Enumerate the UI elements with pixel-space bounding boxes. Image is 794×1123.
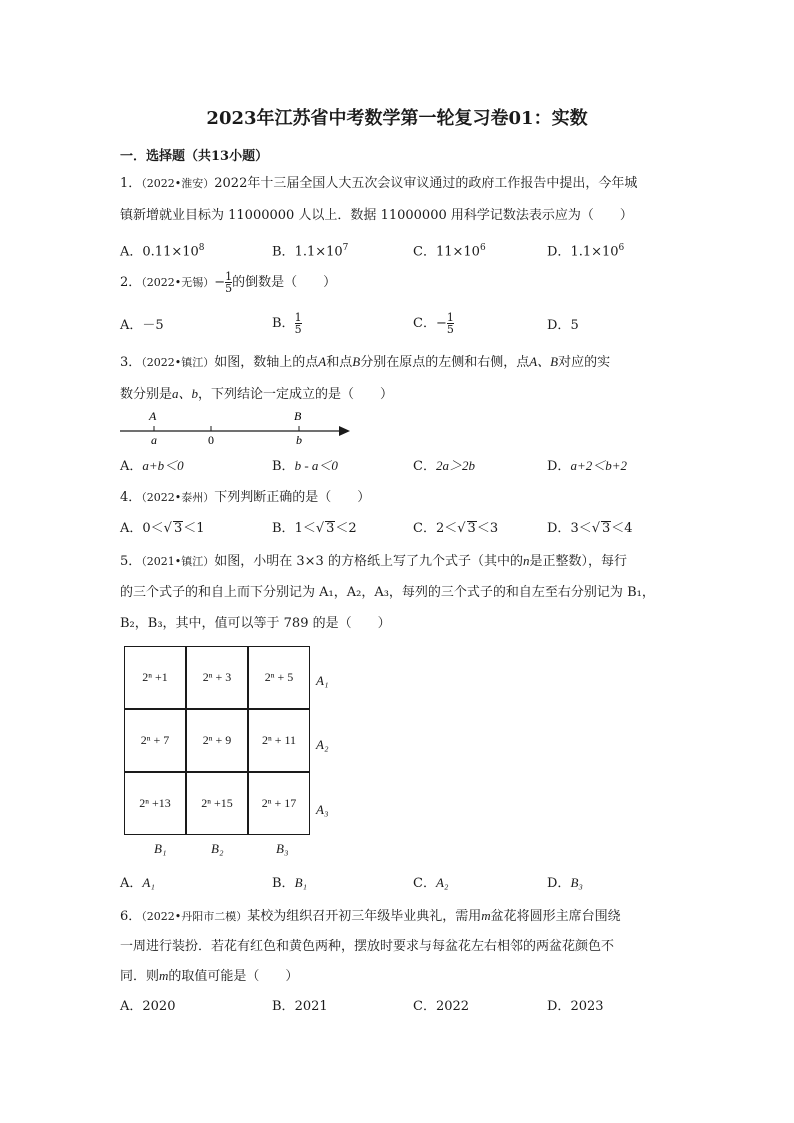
- grid-cell: 2ⁿ + 5: [248, 646, 310, 709]
- q1-option-d[interactable]: [547, 240, 624, 260]
- option-text: 2020: [142, 999, 176, 1014]
- math-var: A、B: [529, 354, 559, 369]
- q6-line3: [120, 968, 298, 985]
- option-text: B₁: [294, 875, 308, 890]
- option-text: B₃: [570, 875, 583, 890]
- q2-number: 2．: [120, 275, 142, 290]
- math-var: B: [352, 354, 361, 369]
- grid-cell: 2ⁿ +13: [124, 772, 186, 835]
- q5-line2: 的三个式子的和自上而下分别记为 A₁，A₂，A₃，每列的三个式子的和自左至右分别记为 B₁，: [120, 585, 655, 600]
- q6-line1: [120, 908, 621, 925]
- option-text: 1.1×10: [294, 244, 343, 260]
- q5-option-b[interactable]: [272, 875, 307, 892]
- option-text: 1＜: [294, 521, 316, 536]
- fraction: [295, 312, 302, 335]
- option-text: 0＜: [142, 521, 164, 536]
- tick-label-b: b: [296, 433, 302, 447]
- tick-label-0: 0: [208, 433, 214, 447]
- option-label: C．: [413, 521, 436, 536]
- math-var: n: [522, 553, 530, 568]
- q3-option-d[interactable]: [547, 458, 627, 475]
- q6-text: 的取值可能是（ ）: [168, 969, 299, 984]
- q5-line3: B₂，B₃，其中，值可以等于 789 的是（ ）: [120, 616, 391, 631]
- row-label-a3: A₃: [316, 802, 329, 817]
- option-text: ＜3: [476, 521, 499, 536]
- q1-number: 1．: [120, 176, 142, 191]
- q4-number: 4．: [120, 490, 142, 505]
- option-label: A．: [120, 318, 143, 333]
- q4-option-d[interactable]: D．3＜√ 3＜4: [547, 521, 633, 536]
- q2-option-b[interactable]: [272, 308, 302, 340]
- q6-option-d[interactable]: [547, 999, 604, 1015]
- point-label-b: B: [294, 409, 302, 423]
- q6-text: 某校为组织召开初三年级毕业典礼，需用: [247, 909, 482, 924]
- fraction-denominator: 5: [225, 282, 233, 295]
- option-label: B．: [272, 521, 295, 536]
- q3-text: 数分别是: [120, 387, 173, 402]
- q2-line: [120, 268, 336, 298]
- q5-text: 如图，小明在 3×3 的方格纸上写了九个式子（其中的: [214, 554, 523, 569]
- fraction: [447, 312, 454, 335]
- q6-option-c[interactable]: [413, 999, 469, 1015]
- q3-source: （2022•镇江）: [141, 356, 215, 369]
- option-label: D．: [547, 521, 571, 536]
- q1-option-c[interactable]: [413, 240, 486, 260]
- grid-cell: 2ⁿ + 7: [124, 709, 186, 772]
- q5-option-d[interactable]: [547, 875, 583, 892]
- q6-number: 6．: [120, 909, 142, 924]
- option-label: D．: [547, 244, 571, 260]
- option-text: a+b＜0: [142, 458, 184, 473]
- q4-source: （2022•泰州）: [141, 491, 215, 504]
- option-label: A．: [120, 999, 143, 1014]
- point-label-a: A: [149, 409, 157, 423]
- option-label: A．: [120, 521, 143, 536]
- option-label: C．: [413, 876, 436, 891]
- q2-text: 的倒数是（ ）: [232, 275, 337, 290]
- option-label: D．: [547, 876, 571, 891]
- row-label-a1: A₁: [316, 673, 329, 688]
- option-text: ＜1: [183, 521, 205, 536]
- radicand: 3: [467, 521, 476, 536]
- option-label: B．: [272, 876, 295, 891]
- option-text: 1.1×10: [570, 244, 619, 260]
- q4-line: [120, 490, 370, 506]
- option-text: A₂: [435, 875, 449, 890]
- q4-text: 下列判断正确的是（ ）: [214, 490, 371, 505]
- q3-option-a[interactable]: [120, 458, 184, 475]
- q5-option-c[interactable]: [413, 875, 448, 892]
- option-text: A₁: [142, 875, 155, 890]
- q3-text: 分别在原点的左侧和右侧，点: [360, 355, 530, 370]
- fraction-denominator: 5: [446, 323, 454, 336]
- page-title: 2023年江苏省中考数学第一轮复习卷01：实数: [206, 108, 588, 129]
- option-label: D．: [547, 459, 571, 474]
- q2-source: （2022•无锡）: [141, 276, 215, 289]
- option-label: A．: [120, 244, 143, 260]
- grid-cell: 2ⁿ +15: [186, 772, 248, 835]
- q1-line2: 镇新增就业目标为 11000000 人以上．数据 11000000 用科学记数法表示应为（ ）: [120, 208, 633, 223]
- option-label: C．: [413, 999, 436, 1014]
- option-text: 5: [570, 318, 579, 333]
- q2-option-d[interactable]: [547, 318, 579, 334]
- q5-line1: [120, 553, 627, 570]
- math-var: m: [481, 908, 491, 923]
- q3-option-b[interactable]: [272, 458, 338, 475]
- option-text: －5: [142, 318, 164, 333]
- q1-source: （2022•淮安）: [141, 177, 215, 190]
- option-text: ＜4: [611, 521, 633, 536]
- option-label: D．: [547, 999, 571, 1014]
- q3-text: 对应的实: [558, 355, 611, 370]
- option-label: C．: [413, 244, 436, 260]
- q1-line1: [120, 176, 637, 192]
- col-label-b2: B₂: [211, 841, 224, 856]
- option-text: 2022: [435, 999, 470, 1014]
- math-var: a、b: [172, 386, 199, 401]
- option-text: b - a＜0: [294, 458, 338, 473]
- section-heading: 一．选择题（共13小题）: [120, 149, 269, 164]
- option-label: B．: [272, 316, 295, 331]
- option-exponent: 6: [618, 243, 625, 253]
- option-text: 2＜: [435, 521, 458, 536]
- q3-number: 3．: [120, 355, 142, 370]
- option-text: 2021: [294, 999, 328, 1014]
- q1-option-a[interactable]: [120, 240, 205, 260]
- option-label: C．: [413, 459, 436, 474]
- radicand: 3: [173, 521, 183, 536]
- q5-source: （2021•镇江）: [141, 555, 215, 568]
- grid-cell: 2ⁿ + 17: [248, 772, 310, 835]
- radicand: 3: [326, 521, 335, 536]
- q3-line2: [120, 386, 393, 403]
- grid-cell: 2ⁿ +1: [124, 646, 186, 709]
- fraction-numerator: 1: [294, 311, 302, 324]
- option-label: C．: [413, 316, 436, 331]
- number-line-figure: [118, 404, 358, 448]
- col-label-b1: B₁: [154, 841, 167, 856]
- q3-option-c[interactable]: [413, 458, 475, 475]
- option-text: a+2＜b+2: [570, 458, 627, 473]
- tick-label-a: a: [151, 433, 157, 447]
- fraction-numerator: 1: [225, 270, 233, 283]
- fraction-numerator: 1: [446, 311, 454, 324]
- option-label: A．: [120, 459, 143, 474]
- option-label: A．: [120, 876, 143, 891]
- grid-cell: 2ⁿ + 9: [186, 709, 248, 772]
- q2-option-c[interactable]: [413, 308, 454, 340]
- q4-option-b[interactable]: B．1＜√ 3＜2: [272, 521, 357, 536]
- q2-option-a[interactable]: [120, 318, 164, 334]
- radicand: 3: [602, 521, 611, 536]
- q3-text: 和点: [326, 355, 353, 370]
- q4-option-c[interactable]: C．2＜√ 3＜3: [413, 521, 499, 536]
- q6-text: 盆花将圆形主席台围绕: [490, 909, 621, 924]
- col-label-b3: B₃: [276, 841, 289, 856]
- option-text: 2a＞2b: [435, 458, 475, 473]
- q1-option-b[interactable]: [272, 240, 348, 260]
- q6-source: （2022•丹阳市二模）: [141, 910, 248, 923]
- q6-text: 同．则: [120, 969, 160, 984]
- q1-text: 2022年十三届全国人大五次会议审议通过的政府工作报告中提出，今年城: [214, 176, 638, 191]
- expression-grid: [124, 646, 310, 836]
- option-text: 2023: [570, 999, 604, 1014]
- option-label: B．: [272, 244, 295, 260]
- math-var: m: [159, 968, 169, 983]
- option-exponent: 6: [479, 243, 486, 253]
- minus-sign: −: [214, 275, 226, 290]
- option-label: B．: [272, 999, 295, 1014]
- q6-option-b[interactable]: [272, 999, 328, 1015]
- option-text: ＜2: [335, 521, 357, 536]
- arrow-head-icon: [339, 426, 350, 436]
- q4-option-a[interactable]: A．0＜√ 3＜1: [120, 521, 205, 536]
- grid-cell: 2ⁿ + 11: [248, 709, 310, 772]
- q5-number: 5．: [120, 554, 142, 569]
- q3-text: ，下列结论一定成立的是（ ）: [198, 387, 394, 402]
- option-label: B．: [272, 459, 295, 474]
- q6-option-a[interactable]: [120, 999, 175, 1015]
- option-label: D．: [547, 318, 571, 333]
- math-var: A: [318, 354, 327, 369]
- option-text: 3＜: [570, 521, 592, 536]
- row-label-a2: A₂: [316, 737, 329, 752]
- minus-sign: −: [435, 316, 447, 331]
- q5-text: 是正整数），每行: [529, 554, 627, 569]
- q3-line1: [120, 354, 610, 371]
- q6-line2: 一周进行装扮．若花有红色和黄色两种，摆放时要求与每盆花左右相邻的两盆花颜色不: [120, 939, 615, 954]
- fraction-denominator: 5: [294, 323, 302, 336]
- grid-cell: 2ⁿ + 3: [186, 646, 248, 709]
- q3-text: 如图，数轴上的点: [214, 355, 319, 370]
- q5-option-a[interactable]: [120, 875, 155, 892]
- option-text: 0.11×10: [142, 244, 199, 260]
- option-exponent: 8: [198, 243, 205, 253]
- option-exponent: 7: [342, 243, 349, 253]
- option-text: 11×10: [435, 244, 480, 260]
